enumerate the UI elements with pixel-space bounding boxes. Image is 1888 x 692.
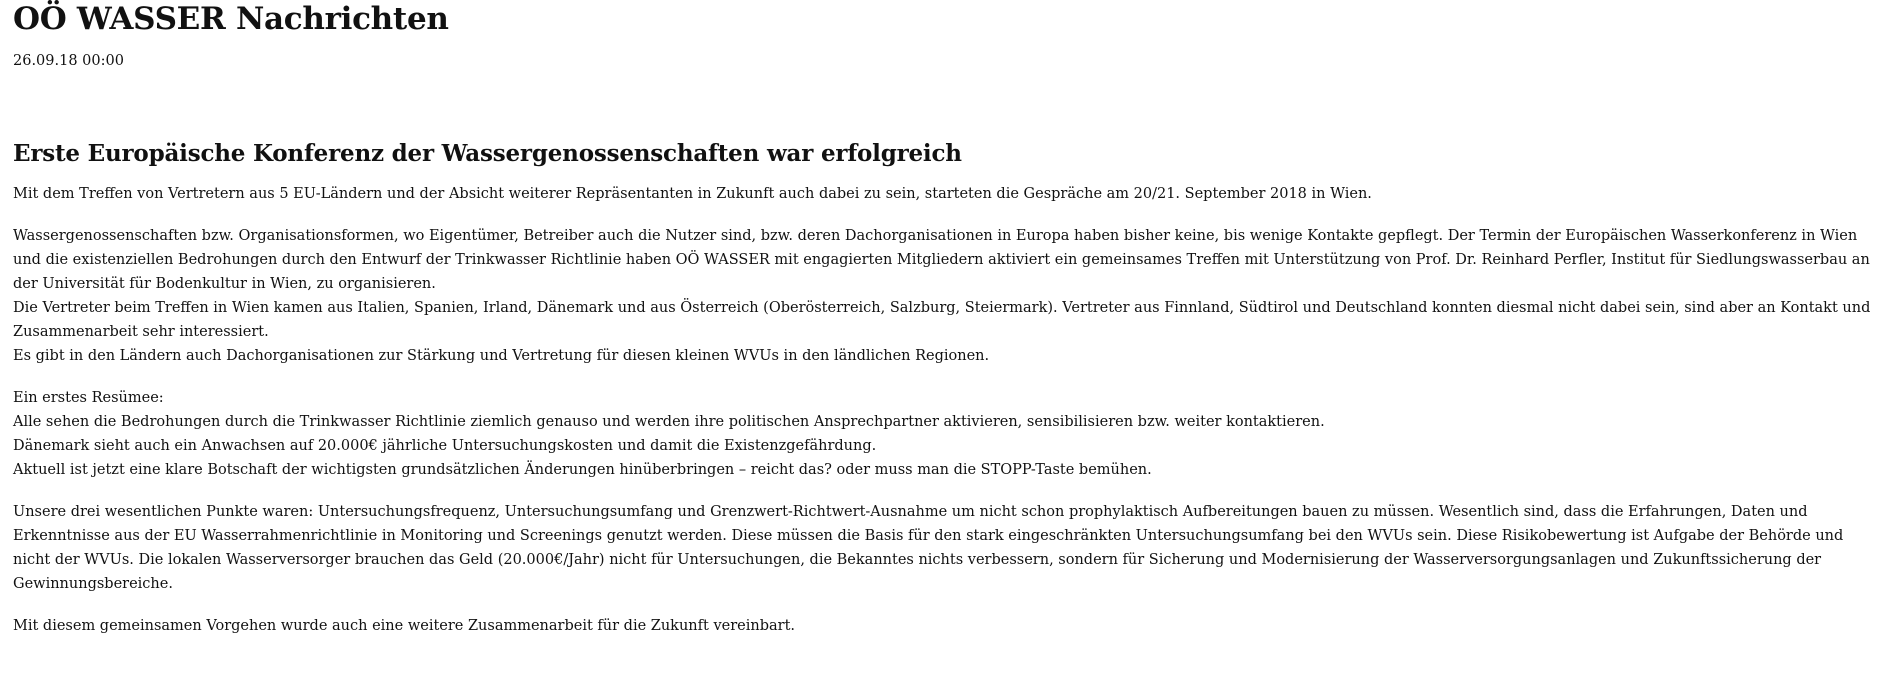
article-paragraph-2: Wassergenossenschaften bzw. Organisationsformen, wo Eigentümer, Betreiber auch die Nutzer sind, bzw. deren Dachorganisationen in Europa haben bisher keine, bis wenige Kontakte gepflegt. Der Termin der Europäischen Wasserkonferenz in Wien und die existenziellen Bedrohungen durch den Entwurf der Trinkwasser Richtlinie haben OÖ WASSER mit engagierten Mitgliedern aktiviert ein gemeinsames Treffen mit Unterstützung von Prof. Dr. Reinhard Perfler, Institut für Siedlungswasserbau an der Universität für Bodenkultur in Wien, zu organisieren. Die Vertreter beim Treffen in Wien kamen aus Italien, Spanien, Irland, Dänemark und aus Österreich (Oberösterreich, Salzburg, Steiermark). Vertreter aus Finnland, Südtirol und Deutschland konnten diesmal nicht dabei sein, sind aber an Kontakt und Zusammenarbeit sehr interessiert. Es gibt in den Ländern auch Dachorganisationen zur Stärkung und Vertretung für diesen kleinen WVUs in den ländlichen Regionen. (13, 228, 1871, 364)
article-paragraph-4: Unsere drei wesentlichen Punkte waren: Untersuchungsfrequenz, Untersuchungsumfang und Grenzwert-Richtwert-Ausnahme um nicht schon prophylaktisch Aufbereitungen bauen zu müssen. Wesentlich sind, dass die Erfahrungen, Daten und Erkenntnisse aus der EU Wasserrahmenrichtlinie in Monitoring und Screenings genutzt werden. Diese müssen die Basis für den stark eingeschränkten Untersuchungsumfang bei den WVUs sein. Diese Risikobewertung ist Aufgabe der Behörde und nicht der WVUs. Die lokalen Wasserversorger brauchen das Geld (20.000€/Jahr) nicht für Untersuchungen, die Bekanntes nichts verbessern, sondern für Sicherung und Modernisierung der Wasserversorgungsanlagen und Zukunftssicherung der Gewinnungsbereiche. (13, 504, 1844, 592)
article-paragraph-5: Mit diesem gemeinsamen Vorgehen wurde auch eine weitere Zusammenarbeit für die Zukunft vereinbart. (13, 618, 796, 634)
article-title: Erste Europäische Konferenz der Wassergenossenschaften war erfolgreich (13, 140, 962, 167)
article-paragraph-1: Mit dem Treffen von Vertretern aus 5 EU-Ländern und der Absicht weiterer Repräsentanten in Zukunft auch dabei zu sein, starteten die Gespräche am 20/21. September 2018 in Wien. (13, 186, 1372, 202)
publish-date: 26.09.18 00:00 (13, 53, 124, 69)
article-paragraph-3: Ein erstes Resümee: Alle sehen die Bedrohungen durch die Trinkwasser Richtlinie ziemlich genauso und werden ihre politischen Ansprechpartner aktivieren, sensibilisieren bzw. weiter kontaktieren. Dänemark sieht auch ein Anwachsen auf 20.000€ jährliche Untersuchungskosten und damit die Existenzgefährdung. Aktuell ist jetzt eine klare Botschaft der wichtigsten grundsätzlichen Änderungen hinüberbringen – reicht das? oder muss man die STOPP-Taste bemühen. (13, 390, 1325, 478)
site-title: OÖ WASSER Nachrichten (13, 1, 449, 37)
